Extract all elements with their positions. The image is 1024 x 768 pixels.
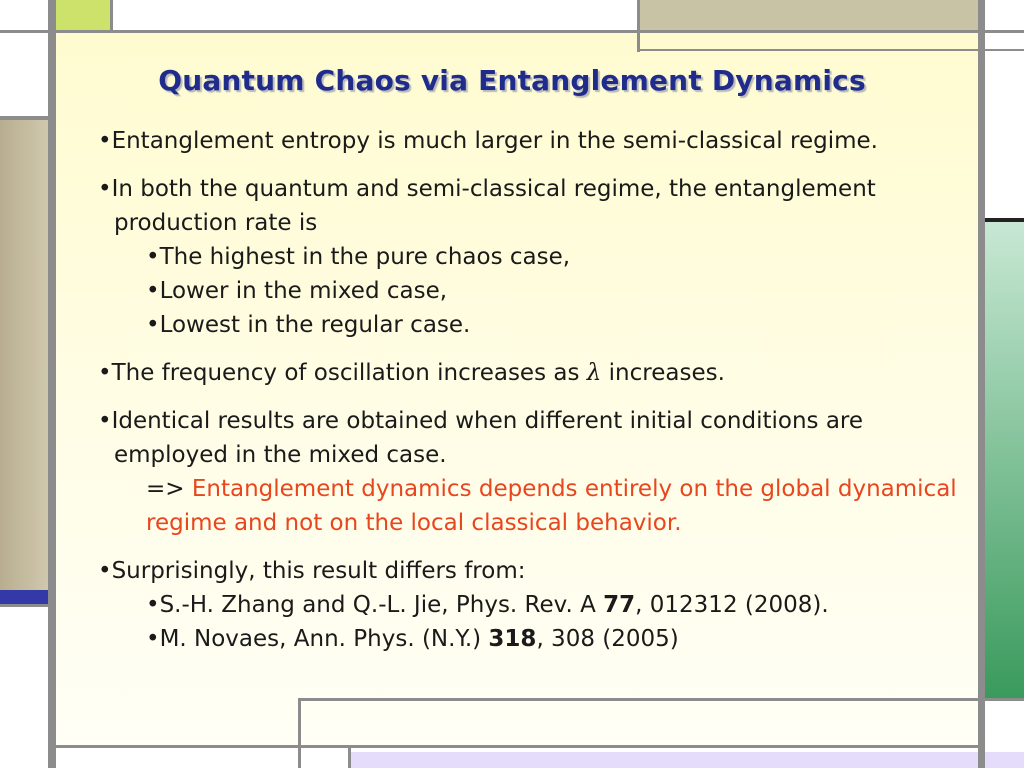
grid-line <box>0 116 48 120</box>
frequency-text-post: increases. <box>608 360 725 386</box>
grid-line <box>637 0 640 52</box>
slide-body <box>98 124 968 656</box>
deco-tan-block <box>640 0 978 33</box>
grid-line <box>0 604 48 607</box>
reference-novaes <box>98 622 968 656</box>
arrow-symbol: => <box>146 476 185 502</box>
reference-zhang-volume: 77 <box>603 592 636 618</box>
grid-line <box>978 0 985 768</box>
frequency-text-pre: •The frequency of oscillation increases as <box>98 360 580 386</box>
deco-green-gradient-block <box>985 222 1024 698</box>
grid-line <box>298 698 985 701</box>
reference-novaes-text: •M. Novaes, Ann. Phys. (N.Y.) <box>146 626 489 652</box>
bullet-frequency <box>98 356 968 390</box>
sub-bullet-regular: •Lowest in the regular case. <box>146 312 471 338</box>
grid-line <box>298 698 301 768</box>
grid-line <box>110 0 113 33</box>
grid-line <box>0 30 1024 33</box>
grid-line <box>637 49 1024 51</box>
sub-bullet-mixed: •Lower in the mixed case, <box>146 278 448 304</box>
slide-title: Quantum Chaos via Entanglement Dynamics <box>158 64 866 97</box>
grid-line <box>56 745 985 748</box>
grid-line <box>48 0 56 768</box>
conclusion-line <box>98 472 968 540</box>
grid-line <box>985 698 1024 701</box>
reference-zhang-tail: , 012312 (2008). <box>635 592 829 618</box>
lambda-symbol: λ <box>586 360 602 386</box>
grid-line <box>348 748 351 768</box>
reference-novaes-tail: , 308 (2005) <box>536 626 679 652</box>
reference-zhang <box>98 588 968 622</box>
reference-zhang-text: •S.-H. Zhang and Q.-L. Jie, Phys. Rev. A <box>146 592 604 618</box>
deco-navy-bar <box>0 590 48 604</box>
sub-bullet-chaos: •The highest in the pure chaos case, <box>146 244 571 270</box>
deco-lavender-block <box>350 752 1024 768</box>
bullet-identical-results: •Identical results are obtained when different initial conditions are employed in the mixed case. <box>98 408 864 468</box>
conclusion-text: Entanglement dynamics depends entirely on the global dynamical regime and not on the local classical behavior. <box>146 476 957 536</box>
bullet-surprisingly: •Surprisingly, this result differs from: <box>98 558 526 584</box>
reference-novaes-volume: 318 <box>488 626 537 652</box>
deco-brown-sidebar <box>0 120 48 590</box>
deco-green-block <box>56 0 112 33</box>
bullet-entropy: •Entanglement entropy is much larger in the semi-classical regime. <box>98 128 878 154</box>
grid-line <box>985 218 1024 222</box>
bullet-production-rate: •In both the quantum and semi-classical regime, the entanglement production rate is <box>98 176 876 236</box>
